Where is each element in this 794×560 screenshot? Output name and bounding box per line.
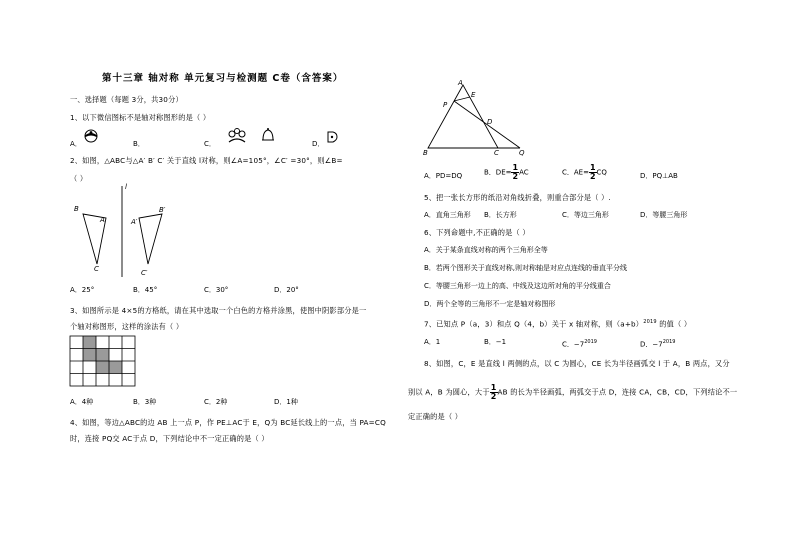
q5-option-d: D．等腰三角形 xyxy=(640,211,688,219)
question-2-line2: （ ） xyxy=(70,174,88,183)
q1-option-b: B． xyxy=(133,140,145,148)
question-7: 7、已知点 P（a，3）和点 Q（4，b）关于 x 轴对称，则$(a+b)^{2019}$ 的值（ ） xyxy=(424,319,692,329)
q3-option-c: C．2种 xyxy=(204,398,228,406)
section-heading: 一、选择题（每题 3分，共30分） xyxy=(70,95,183,104)
fig-label-D: D xyxy=(487,118,493,126)
label-l: l xyxy=(125,183,127,191)
wechat-icon-b xyxy=(227,127,249,145)
q2-option-a: A．25° xyxy=(70,286,95,294)
q7-option-c: C．$-7^{2019}$ xyxy=(562,339,597,349)
question-4-line1: 4、如图，等边△ABC的边 AB 上一点 P，作 PE⊥AC于 E，Q为 BC延长线上的一点，当 PA=CQ xyxy=(70,418,386,427)
q4-figure xyxy=(420,82,535,157)
q3-option-a: A．4种 xyxy=(70,398,94,406)
wechat-icon-a xyxy=(82,128,100,144)
q5-option-b: B．长方形 xyxy=(484,211,517,219)
label-C: C xyxy=(94,265,99,273)
fig-label-Q: Q xyxy=(519,149,525,157)
q6-option-b: B．若两个图形关于直线对称,则对称轴是对应点连线的垂直平分线 xyxy=(424,264,628,272)
q4-option-d: D．PQ⊥AB xyxy=(640,172,678,180)
question-4-line2: 时，连接 PQ交 AC于点 D，下列结论中不一定正确的是（ ） xyxy=(70,434,269,443)
q3-option-d: D．1种 xyxy=(274,398,298,406)
wechat-icon-c xyxy=(260,127,276,143)
q6-option-a: A．关于某条直线对称的两个三角形全等 xyxy=(424,246,548,254)
q5-option-c: C．等边三角形 xyxy=(562,211,609,219)
question-8-line1: 8、如图，C，E 是直线 l 两侧的点，以 C 为圆心，CE 长为半径画弧交 l 于 A，B 两点，又分 xyxy=(424,359,730,368)
q7-option-a: A．1 xyxy=(424,338,441,346)
q3-grid xyxy=(70,336,136,387)
fig-label-B: B xyxy=(423,149,428,157)
question-3-line1: 3、如图所示是 4×5的方格纸，请在其中选取一个白色的方格并涂黑，使图中阴影部分是一 xyxy=(70,306,367,315)
q3-option-b: B．3种 xyxy=(133,398,157,406)
label-C-prime: C′ xyxy=(141,269,148,277)
question-2-line1: 2、如图，△ABC与△A′ B′ C′ 关于直线 l对称，则∠A=105°，∠C′ =30°，则∠B= xyxy=(70,156,343,165)
q6-option-d: D．两个全等的三角形不一定是轴对称图形 xyxy=(424,300,556,308)
question-1: 1、以下微信图标不是轴对称图形的是（ ） xyxy=(70,113,211,122)
q4-option-c: C．AE= $\frac{1}{2}$ CQ xyxy=(562,163,607,181)
question-8-line2: 别以 A，B 为圆心，大于 $\frac{1}{2}$ AB 的长为半径画弧，两弧交于点 D，连接 CA，CB，CD，下列结论不一 xyxy=(408,383,738,401)
label-B: B xyxy=(74,205,79,213)
page-title: 第十三章 轴对称 单元复习与检测题 C卷（含答案） xyxy=(102,73,344,84)
q6-option-c: C．等腰三角形一边上的高、中线及这边所对角的平分线重合 xyxy=(424,282,611,290)
q2-option-d: D．20° xyxy=(274,286,299,294)
q5-option-a: A．直角三角形 xyxy=(424,211,471,219)
q7-option-d: D．$-7^{2019}$ xyxy=(640,339,676,349)
label-A-prime: A′ xyxy=(131,218,138,226)
q1-option-a: A． xyxy=(70,140,82,148)
fig-label-C: C xyxy=(494,149,499,157)
label-A: A xyxy=(100,216,105,224)
q2-figure xyxy=(70,182,180,282)
question-3-line2: 个轴对称图形，这样的涂法有（ ） xyxy=(70,322,184,331)
question-6: 6、下列命题中,不正确的是（ ） xyxy=(424,228,530,237)
q1-option-c: C． xyxy=(204,140,216,148)
fig-label-A: A xyxy=(458,79,463,87)
question-8-line3: 定正确的是（ ） xyxy=(408,412,463,421)
q1-option-d: D． xyxy=(312,140,325,148)
q2-option-b: B．45° xyxy=(133,286,158,294)
label-B-prime: B′ xyxy=(159,206,166,214)
q7-option-b: B．−1 xyxy=(484,338,507,346)
question-5: 5、把一张长方形的纸沿对角线折叠，则重合部分是（ ）. xyxy=(424,193,612,202)
q4-option-b: B．DE= $\frac{1}{2}$ AC xyxy=(484,163,529,181)
fig-label-E: E xyxy=(471,91,476,99)
wechat-icon-d xyxy=(325,130,339,144)
q2-option-c: C．30° xyxy=(204,286,229,294)
q4-option-a: A．PD=DQ xyxy=(424,172,463,180)
fig-label-P: P xyxy=(443,101,448,109)
